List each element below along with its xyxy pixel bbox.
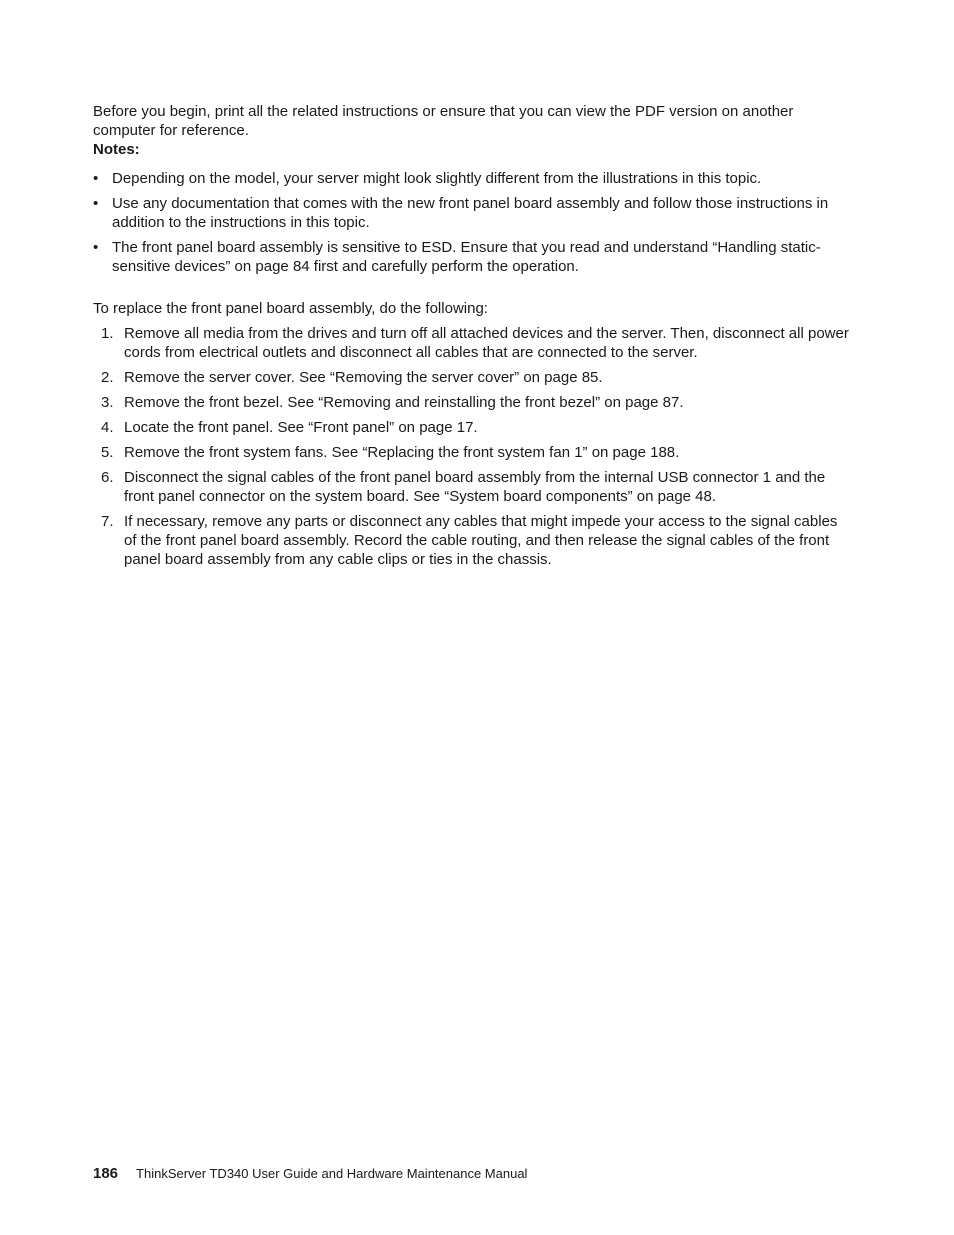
manual-title: ThinkServer TD340 User Guide and Hardware Maintenance Manual <box>136 1166 528 1181</box>
step-text: Remove the front system fans. See “Replacing the front system fan 1” on page 188. <box>124 444 680 461</box>
step-number: 1. <box>101 325 114 342</box>
page-footer <box>93 1165 527 1182</box>
step-item <box>93 468 853 506</box>
page-content <box>93 102 853 575</box>
step-item <box>93 418 853 437</box>
procedure-intro: To replace the front panel board assembly, do the following: <box>93 300 488 317</box>
step-text: Remove all media from the drives and turn off all attached devices and the server. Then, disconnect all power cords from electrical outlets and disconnect all cables that are connected to the server. <box>124 325 849 361</box>
step-number: 7. <box>101 513 114 530</box>
note-item <box>93 238 853 276</box>
step-number: 6. <box>101 469 114 486</box>
notes-list <box>93 169 853 276</box>
note-item <box>93 194 853 232</box>
note-text: Depending on the model, your server might look slightly different from the illustrations in this topic. <box>112 170 762 187</box>
step-number: 2. <box>101 369 114 386</box>
step-text: Remove the server cover. See “Removing the server cover” on page 85. <box>124 369 603 386</box>
bullet-icon: • <box>93 239 99 256</box>
intro-paragraph: Before you begin, print all the related instructions or ensure that you can view the PDF version on another computer for reference. <box>93 103 794 139</box>
note-item <box>93 169 853 188</box>
step-text: If necessary, remove any parts or disconnect any cables that might impede your access to the signal cables of the front panel board assembly. Record the cable routing, and then release the signal cables of the front panel board assembly from any cable clips or ties in the chassis. <box>124 513 838 568</box>
bullet-icon: • <box>93 195 99 212</box>
step-item <box>93 324 853 362</box>
note-text: The front panel board assembly is sensitive to ESD. Ensure that you read and understand “Handling static-sensitive devices” on page 84 first and carefully perform the operation. <box>112 239 821 275</box>
step-number: 5. <box>101 444 114 461</box>
step-item <box>93 443 853 462</box>
steps-list <box>93 324 853 569</box>
step-item <box>93 512 853 569</box>
step-number: 3. <box>101 394 114 411</box>
step-text: Remove the front bezel. See “Removing and reinstalling the front bezel” on page 87. <box>124 394 684 411</box>
step-text: Disconnect the signal cables of the front panel board assembly from the internal USB connector 1 and the front panel connector on the system board. See “System board components” on page 48. <box>124 469 826 505</box>
step-number: 4. <box>101 419 114 436</box>
bullet-icon: • <box>93 170 99 187</box>
note-text: Use any documentation that comes with the new front panel board assembly and follow those instructions in addition to the instructions in this topic. <box>112 195 829 231</box>
step-item <box>93 393 853 412</box>
step-text: Locate the front panel. See “Front panel” on page 17. <box>124 419 478 436</box>
notes-heading: Notes: <box>93 141 140 158</box>
page-number: 186 <box>93 1165 119 1182</box>
step-item <box>93 368 853 387</box>
